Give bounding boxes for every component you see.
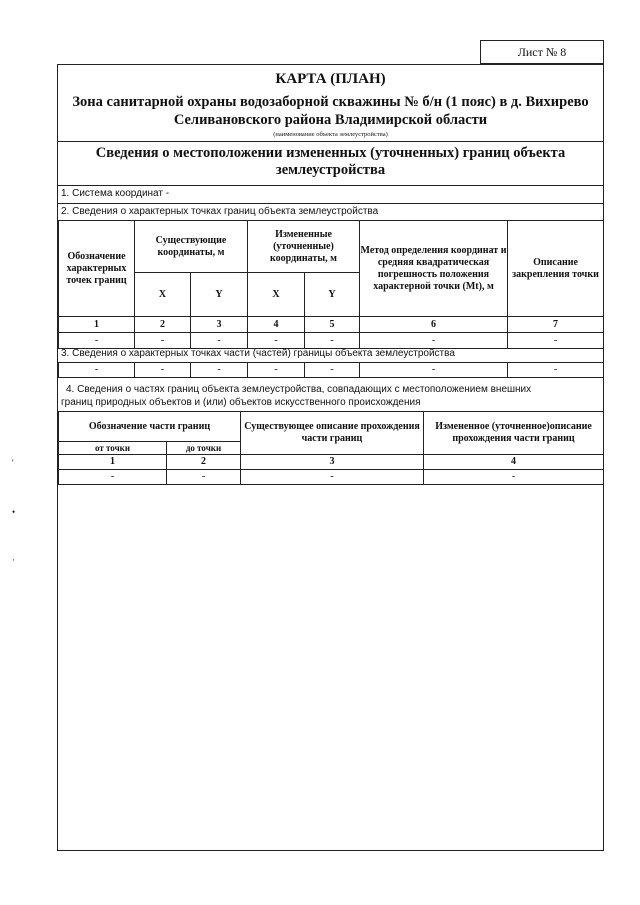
section-title: [58, 145, 603, 179]
table-cell: -: [59, 470, 167, 485]
header-y: Y: [191, 273, 248, 317]
object-name-line1: Зона санитарной охраны водозаборной скважины № б/н (1 пояс) в д. Вихирево: [72, 94, 589, 110]
table-cell: -: [135, 363, 191, 378]
header-description: Описание закрепления точки: [508, 221, 604, 317]
header-changed-coords: Измененные (уточненные) координаты, м: [248, 221, 360, 273]
column-number: 4: [424, 455, 604, 470]
table-cell: -: [248, 333, 305, 349]
table-cell: -: [360, 363, 508, 378]
item2-heading: 2. Сведения о характерных точках границ объекта землеустройства: [61, 206, 379, 217]
column-number: 1: [59, 317, 135, 333]
header-to-point: до точки: [167, 442, 241, 455]
table-cell: -: [305, 333, 360, 349]
header-x: X: [135, 273, 191, 317]
divider: [58, 203, 603, 204]
header-existing-coords: Существующие координаты, м: [135, 221, 248, 273]
column-number: 1: [59, 455, 167, 470]
section-title-line1: Сведения о местоположении измененных (уточненных) границ объекта: [95, 145, 566, 161]
table-cell: -: [135, 333, 191, 349]
item4-heading-line1: 4. Сведения о частях границ объекта землеустройства, совпадающих с местоположением внешних: [66, 384, 532, 395]
table-cell: -: [241, 470, 424, 485]
table-cell: -: [508, 363, 604, 378]
object-name-line2: Селивановского района Владимирской области: [173, 112, 488, 128]
table-cell: -: [424, 470, 604, 485]
points-table: [58, 220, 604, 349]
header-x: X: [248, 273, 305, 317]
margin-mark-2: •: [12, 507, 16, 517]
section-title-line2: землеустройства: [275, 162, 386, 178]
column-number: 3: [191, 317, 248, 333]
document-frame: [57, 64, 604, 851]
column-number: 2: [135, 317, 191, 333]
table-cell: -: [59, 363, 135, 378]
object-caption: (наименование объекта землеустройства): [273, 131, 388, 138]
header-from-point: от точки: [59, 442, 167, 455]
sheet-number-box: [480, 40, 604, 64]
column-number: 7: [508, 317, 604, 333]
table-cell: -: [167, 470, 241, 485]
header-existing-description: Существующее описание прохождения части границ: [241, 412, 424, 455]
table-cell: -: [508, 333, 604, 349]
column-number: 3: [241, 455, 424, 470]
divider: [58, 141, 603, 142]
column-number: 6: [360, 317, 508, 333]
coordinate-system-line: 1. Система координат -: [61, 188, 170, 199]
header-changed-description: Измененное (уточненное)описание прохождения части границ: [424, 412, 604, 455]
sheet-number: Лист № 8: [517, 44, 567, 59]
item4-heading-line2: границ природных объектов и (или) объектов искусственного происхождения: [61, 397, 421, 408]
boundary-parts-table: [58, 411, 604, 485]
header-designation: Обозначение характерных точек границ: [59, 221, 135, 317]
column-number: 2: [167, 455, 241, 470]
column-number: 5: [305, 317, 360, 333]
margin-mark-1: ': [12, 458, 14, 468]
divider: [58, 185, 603, 186]
table-cell: -: [305, 363, 360, 378]
table-cell: -: [191, 333, 248, 349]
table-cell: -: [59, 333, 135, 349]
table-cell: -: [360, 333, 508, 349]
item3-heading: 3. Сведения о характерных точках части (частей) границы объекта землеустройства: [61, 348, 455, 359]
document-title: КАРТА (ПЛАН): [275, 71, 386, 87]
parts-points-table: [58, 362, 604, 378]
table-cell: -: [191, 363, 248, 378]
column-number: 4: [248, 317, 305, 333]
margin-mark-3: ·: [12, 555, 15, 565]
header-boundary-part: Обозначение части границ: [59, 412, 241, 442]
header-y: Y: [305, 273, 360, 317]
header-method: Метод определения координат и средняя квадратическая погрешность положения характерной точки (Mt), м: [360, 221, 508, 317]
table-cell: -: [248, 363, 305, 378]
object-name: [58, 93, 603, 129]
